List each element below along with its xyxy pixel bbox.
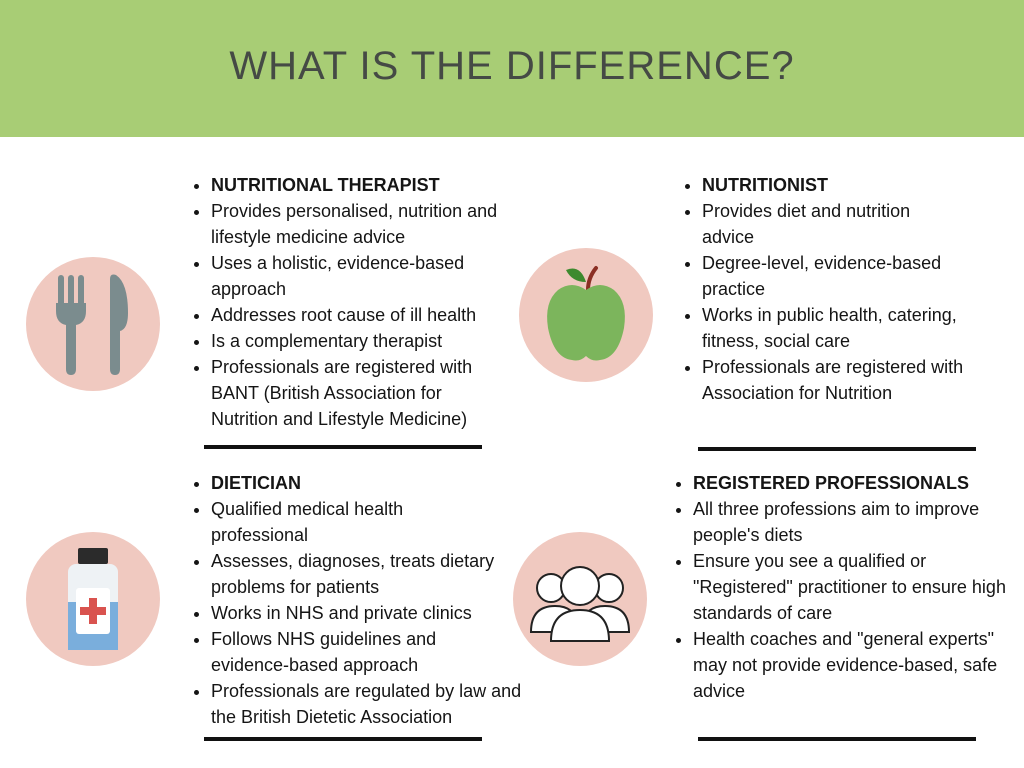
section-registered-professionals [674,470,1015,704]
section-nutritionist [683,172,1002,406]
medicine-bottle-icon [26,532,160,666]
section-dietician [192,470,531,730]
list-item: • Provides diet and nutrition advice [702,198,1002,250]
list-item: • Qualified medical health professional [211,496,531,548]
list-item: • Ensure you see a qualified or "Registered" practitioner to ensure high standards of care [693,548,1015,626]
list-item: • Addresses root cause of ill health [211,302,511,328]
list-item: • Works in public health, catering, fitness, social care [702,302,1002,354]
list-item: • Professionals are registered with BANT (British Association for Nutrition and Lifestyle Medicine) [211,354,511,432]
divider [204,445,482,449]
section-heading: • REGISTERED PROFESSIONALS [693,470,1015,496]
divider [698,447,976,451]
section-heading: • NUTRITIONAL THERAPIST [211,172,511,198]
list-item: • Degree-level, evidence-based practice [702,250,1002,302]
page-title: WHAT IS THE DIFFERENCE? [229,44,795,88]
list-item: • Follows NHS guidelines and evidence-based approach [211,626,531,678]
section-heading: • NUTRITIONIST [702,172,1002,198]
fork-knife-icon [26,257,160,391]
list-item: • Professionals are regulated by law and the British Dietetic Association [211,678,531,730]
section-heading: • DIETICIAN [211,470,531,496]
section-nutritional-therapist [192,172,511,432]
list-item: • Assesses, diagnoses, treats dietary problems for patients [211,548,531,600]
list-item: • All three professions aim to improve people's diets [693,496,1015,548]
apple-icon [519,248,653,382]
list-item: • Uses a holistic, evidence-based approach [211,250,511,302]
divider [204,737,482,741]
header-banner [0,0,1024,137]
divider [698,737,976,741]
list-item: • Provides personalised, nutrition and lifestyle medicine advice [211,198,511,250]
list-item: • Is a complementary therapist [211,328,511,354]
people-group-icon [513,532,647,666]
list-item: • Works in NHS and private clinics [211,600,531,626]
list-item: • Health coaches and "general experts" may not provide evidence-based, safe advice [693,626,1015,704]
list-item: • Professionals are registered with Association for Nutrition [702,354,1002,406]
